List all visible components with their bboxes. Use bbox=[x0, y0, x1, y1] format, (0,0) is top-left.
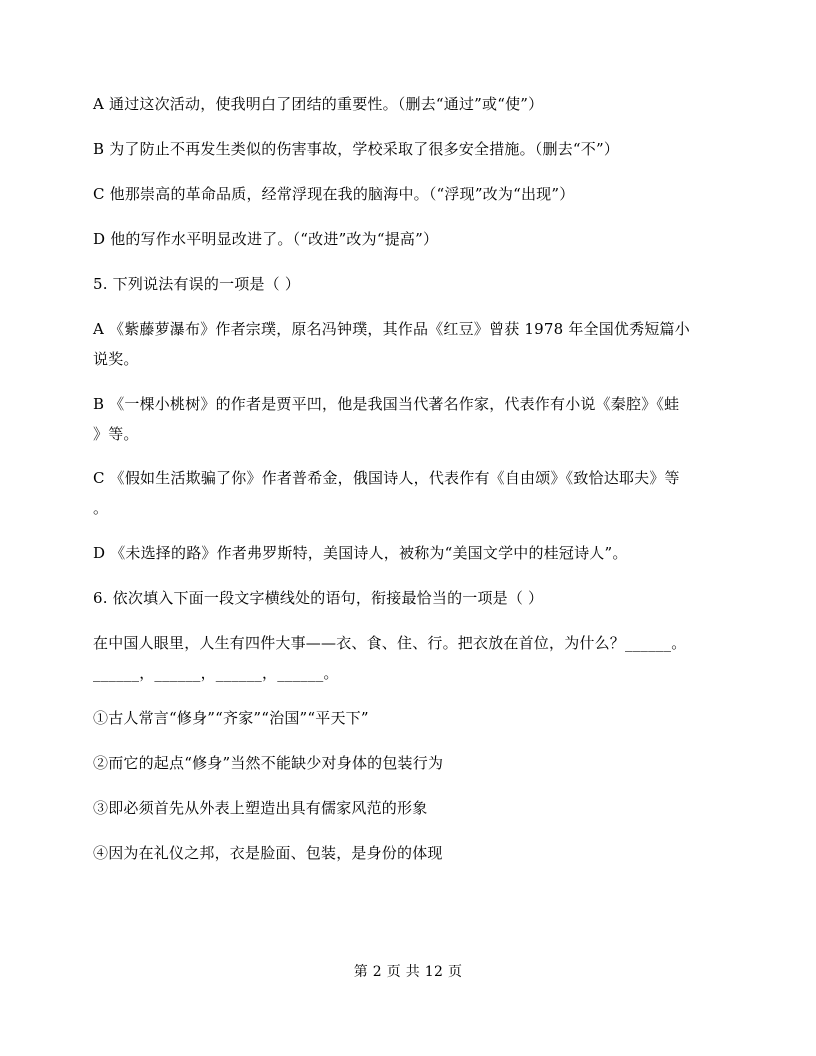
q5-option-d: D 《未选择的路》作者弗罗斯特，美国诗人，被称为“美国文学中的桂冠诗人”。 bbox=[93, 544, 628, 562]
q6-sentence-1: ①古人常言“修身”“齐家”“治国”“平天下” bbox=[93, 709, 369, 727]
q5-option-a-line1: A 《紫藤萝瀑布》作者宗璞，原名冯钟璞，其作品《红豆》曾获 1978 年全国优秀短篇小 bbox=[93, 320, 690, 338]
q5-option-b-line2: 》等。 bbox=[93, 425, 139, 443]
question-6-title: 6. 依次填入下面一段文字横线处的语句，衔接最恰当的一项是（ ） bbox=[93, 589, 544, 607]
q5-option-c-line1: C 《假如生活欺骗了你》作者普希金，俄国诗人，代表作有《自由颂》《致恰达耶夫》等 bbox=[93, 469, 680, 487]
page-number-footer: 第 2 页 共 12 页 bbox=[353, 964, 463, 980]
q6-passage-line2: ______，______，______，______。 bbox=[93, 664, 339, 682]
q6-sentence-2: ②而它的起点“修身”当然不能缺少对身体的包装行为 bbox=[93, 754, 444, 772]
option-b-sentence: B 为了防止不再发生类似的伤害事故，学校采取了很多安全措施。（删去“不”） bbox=[93, 140, 620, 158]
q6-sentence-3: ③即必须首先从外表上塑造出具有儒家风范的形象 bbox=[93, 799, 428, 817]
q6-passage-line1: 在中国人眼里，人生有四件大事——衣、食、住、行。把衣放在首位，为什么？______。 bbox=[93, 634, 687, 652]
option-c-sentence: C 他那崇高的革命品质，经常浮现在我的脑海中。（“浮现”改为“出现”） bbox=[93, 185, 575, 203]
option-d-sentence: D 他的写作水平明显改进了。（“改进”改为“提高”） bbox=[93, 230, 439, 248]
q5-option-b-line1: B 《一棵小桃树》的作者是贾平凹，他是我国当代著名作家，代表作有小说《秦腔》《蛙 bbox=[93, 395, 680, 413]
option-a-sentence: A 通过这次活动，使我明白了团结的重要性。（删去“通过”或“使”） bbox=[93, 95, 544, 113]
q5-option-c-line2: 。 bbox=[93, 499, 109, 517]
q6-sentence-4: ④因为在礼仪之邦，衣是脸面、包装，是身份的体现 bbox=[93, 844, 443, 862]
question-5-title: 5. 下列说法有误的一项是（ ） bbox=[93, 275, 301, 293]
q5-option-a-line2: 说奖。 bbox=[93, 350, 139, 368]
